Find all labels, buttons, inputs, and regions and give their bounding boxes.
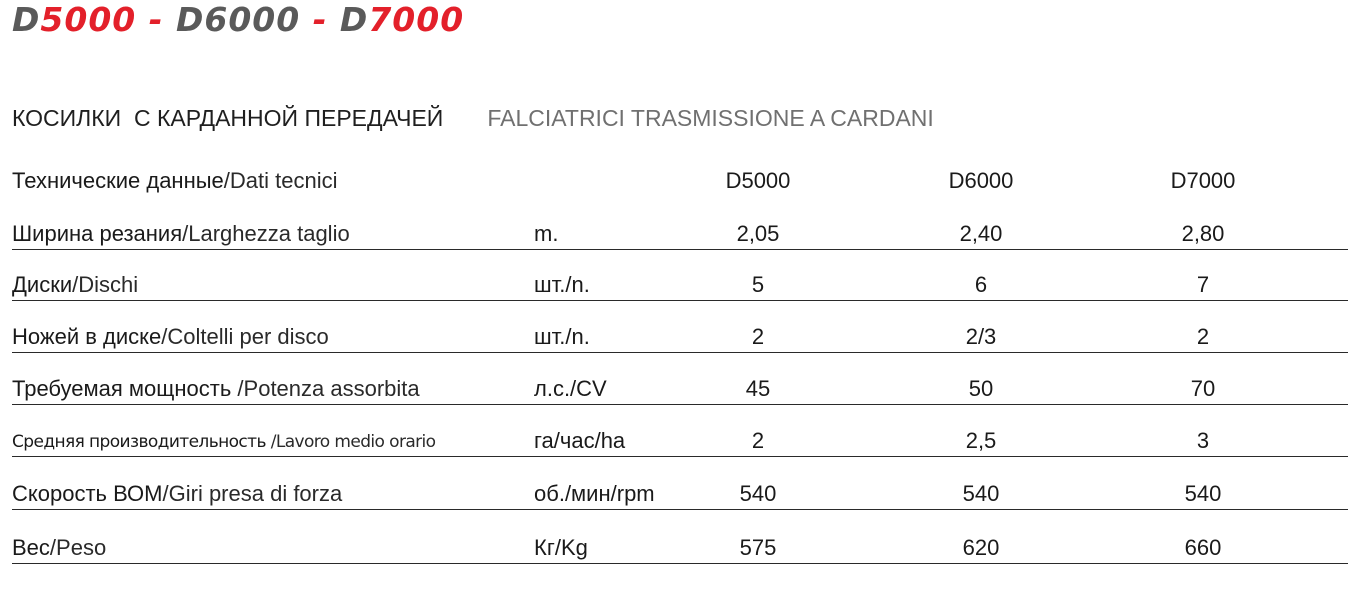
row-label [12,426,435,457]
row-value-d5000: 2 [751,428,765,453]
row-label [12,322,329,352]
row-label-it: /Lavoro medio orario [270,432,436,452]
row-unit: Кг/Kg [534,535,588,560]
row-value-d6000: 2,5 [965,428,997,453]
row-label-it: /Potenza assorbita [237,376,420,401]
row-label [12,219,350,249]
row-value-d7000: 3 [1196,428,1210,453]
row-label-it: /Larghezza taglio [182,221,350,246]
row-value-d7000: 2,80 [1181,221,1225,246]
logo-d5000-letter: D [12,0,41,39]
logo-d5000-number: 5000 [40,0,137,39]
row-value-d5000: 575 [739,535,777,560]
row-value-d6000: 6 [974,272,988,297]
row-label-ru: Диски [12,272,73,297]
row-value-d7000: 7 [1196,272,1210,297]
row-value-d7000: 660 [1184,535,1222,560]
row-label-it: /Giri presa di forza [162,481,343,506]
row-label-ru: Средняя производительность [12,432,271,452]
row-value-d6000: 2,40 [959,221,1003,246]
model-logo [12,0,465,39]
header-model-d7000: D7000 [1170,168,1236,193]
logo-d6000-number: 6000 [204,0,301,39]
logo-separator-2: - [300,0,340,39]
subtitle-italian: FALCIATRICI TRASMISSIONE A CARDANI [487,105,934,131]
row-value-d6000: 50 [968,376,994,401]
row-value-d7000: 2 [1196,324,1210,349]
table-row-weight [12,533,1348,564]
row-label-it: /Coltelli per disco [161,324,329,349]
row-value-d5000: 2 [751,324,765,349]
section-subtitle [12,104,934,132]
row-value-d5000: 540 [739,481,777,506]
header-label-it: /Dati tecnici [223,168,338,193]
row-unit: л.с./CV [534,376,607,401]
subtitle-russian: КОСИЛКИ С КАРДАННОЙ ПЕРЕДАЧЕЙ [12,105,444,131]
row-label-ru: Требуемая мощность [12,376,238,401]
row-value-d6000: 2/3 [965,324,997,349]
header-label-ru: Технические данные [12,168,224,193]
logo-separator-1: - [136,0,176,39]
row-unit: шт./n. [534,324,590,349]
logo-d6000-letter: D [175,0,205,39]
table-row-knives-per-disc [12,322,1348,353]
row-label-ru: Ножей в диске [12,324,162,349]
header-model-d6000: D6000 [948,168,1014,193]
row-label [12,533,106,563]
row-label-ru: Ширина резания [12,221,183,246]
row-label [12,374,420,404]
row-unit: шт./n. [534,272,590,297]
table-row-cutting-width [12,219,1348,250]
row-label-ru: Вес [12,535,50,560]
table-row-required-power [12,374,1348,405]
row-unit: га/час/ha [534,428,626,453]
row-value-d6000: 540 [962,481,1000,506]
row-value-d7000: 540 [1184,481,1222,506]
logo-d7000-letter: D [339,0,369,39]
table-header-row [12,166,1348,196]
row-unit: m. [534,221,559,246]
row-value-d5000: 45 [745,376,771,401]
row-unit: об./мин/rpm [534,481,655,506]
row-value-d6000: 620 [962,535,1000,560]
table-row-discs [12,270,1348,301]
row-value-d5000: 5 [751,272,765,297]
header-label [12,166,338,196]
row-value-d5000: 2,05 [736,221,780,246]
table-row-pto-speed [12,479,1348,510]
row-value-d7000: 70 [1190,376,1216,401]
table-row-average-output [12,426,1348,457]
row-label [12,270,138,300]
row-label [12,479,342,509]
header-model-d5000: D5000 [725,168,791,193]
logo-d7000-number: 7000 [368,0,465,39]
row-label-ru: Скорость ВОМ [12,481,163,506]
row-label-it: /Dischi [72,272,139,297]
row-label-it: /Peso [49,535,107,560]
